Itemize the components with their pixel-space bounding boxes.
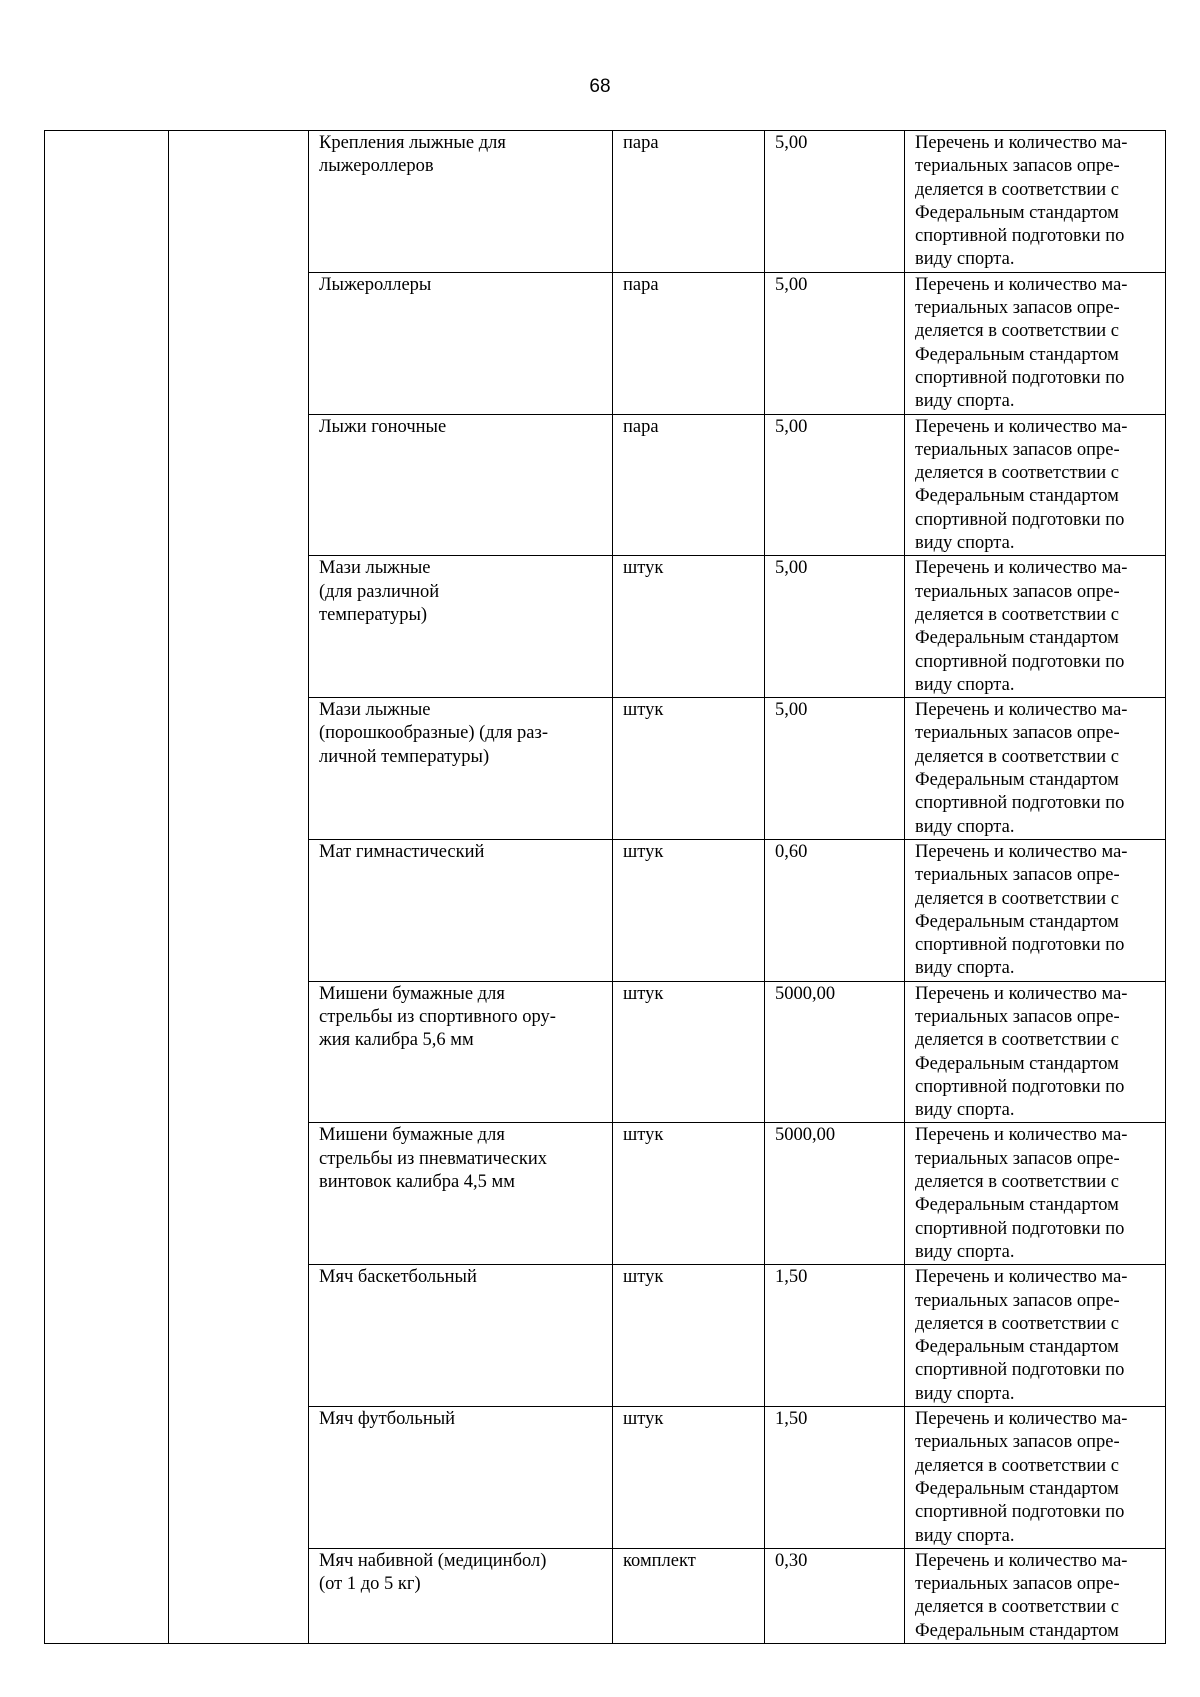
item-name-cell: Мяч набивной (медицинбол) (от 1 до 5 кг) <box>309 1548 613 1643</box>
quantity-cell: 1,50 <box>765 1265 905 1407</box>
quantity-cell: 5,00 <box>765 414 905 556</box>
unit-cell: пара <box>613 131 765 273</box>
quantity-cell: 5000,00 <box>765 981 905 1123</box>
unit-cell: штук <box>613 981 765 1123</box>
unit-cell: штук <box>613 1407 765 1549</box>
note-cell: Перечень и количество ма- териальных запасов опре- деляется в соответствии с Федеральным стандартом спортивной подготовки по виду спорта. <box>905 1123 1166 1265</box>
note-cell: Перечень и количество ма- териальных запасов опре- деляется в соответствии с Федеральным стандартом спортивной подготовки по виду спорта. <box>905 839 1166 981</box>
quantity-cell: 5,00 <box>765 131 905 273</box>
item-name-cell: Лыжероллеры <box>309 272 613 414</box>
note-cell: Перечень и количество ма- териальных запасов опре- деляется в соответствии с Федеральным стандартом спортивной подготовки по виду спорта. <box>905 556 1166 698</box>
quantity-cell: 0,30 <box>765 1548 905 1643</box>
note-cell: Перечень и количество ма- териальных запасов опре- деляется в соответствии с Федеральным стандартом спортивной подготовки по виду спорта. <box>905 981 1166 1123</box>
table-row <box>45 131 1166 273</box>
item-name-cell: Мази лыжные (для различной температуры) <box>309 556 613 698</box>
quantity-cell: 5,00 <box>765 556 905 698</box>
equipment-table <box>44 130 1166 1644</box>
note-cell: Перечень и количество ма- териальных запасов опре- деляется в соответствии с Федеральным стандартом спортивной подготовки по виду спорта. <box>905 272 1166 414</box>
unit-cell: штук <box>613 1265 765 1407</box>
unit-cell: штук <box>613 698 765 840</box>
unit-cell: штук <box>613 556 765 698</box>
quantity-cell: 5,00 <box>765 698 905 840</box>
quantity-cell: 1,50 <box>765 1407 905 1549</box>
unit-cell: штук <box>613 1123 765 1265</box>
unit-cell: штук <box>613 839 765 981</box>
item-name-cell: Мяч футбольный <box>309 1407 613 1549</box>
note-cell: Перечень и количество ма- териальных запасов опре- деляется в соответствии с Федеральным стандартом спортивной подготовки по виду спорта. <box>905 1407 1166 1549</box>
unit-cell: пара <box>613 414 765 556</box>
item-name-cell: Мази лыжные (порошкообразные) (для раз- личной температуры) <box>309 698 613 840</box>
unit-cell: комплект <box>613 1548 765 1643</box>
note-cell: Перечень и количество ма- териальных запасов опре- деляется в соответствии с Федеральным стандартом спортивной подготовки по виду спорта. <box>905 1265 1166 1407</box>
item-name-cell: Крепления лыжные для лыжероллеров <box>309 131 613 273</box>
quantity-cell: 5,00 <box>765 272 905 414</box>
note-cell: Перечень и количество ма- териальных запасов опре- деляется в соответствии с Федеральным стандартом спортивной подготовки по виду спорта. <box>905 698 1166 840</box>
note-cell: Перечень и количество ма- териальных запасов опре- деляется в соответствии с Федеральным стандартом <box>905 1548 1166 1643</box>
quantity-cell: 0,60 <box>765 839 905 981</box>
empty-column-2 <box>169 131 309 1644</box>
empty-column-1 <box>45 131 169 1644</box>
item-name-cell: Мяч баскетбольный <box>309 1265 613 1407</box>
note-cell: Перечень и количество ма- териальных запасов опре- деляется в соответствии с Федеральным стандартом спортивной подготовки по виду спорта. <box>905 414 1166 556</box>
table-body <box>45 131 1166 1644</box>
unit-cell: пара <box>613 272 765 414</box>
item-name-cell: Мишени бумажные для стрельбы из пневматических винтовок калибра 4,5 мм <box>309 1123 613 1265</box>
item-name-cell: Лыжи гоночные <box>309 414 613 556</box>
item-name-cell: Мат гимнастический <box>309 839 613 981</box>
note-cell: Перечень и количество ма- териальных запасов опре- деляется в соответствии с Федеральным стандартом спортивной подготовки по виду спорта. <box>905 131 1166 273</box>
item-name-cell: Мишени бумажные для стрельбы из спортивного ору- жия калибра 5,6 мм <box>309 981 613 1123</box>
quantity-cell: 5000,00 <box>765 1123 905 1265</box>
page-number: 68 <box>589 76 611 97</box>
